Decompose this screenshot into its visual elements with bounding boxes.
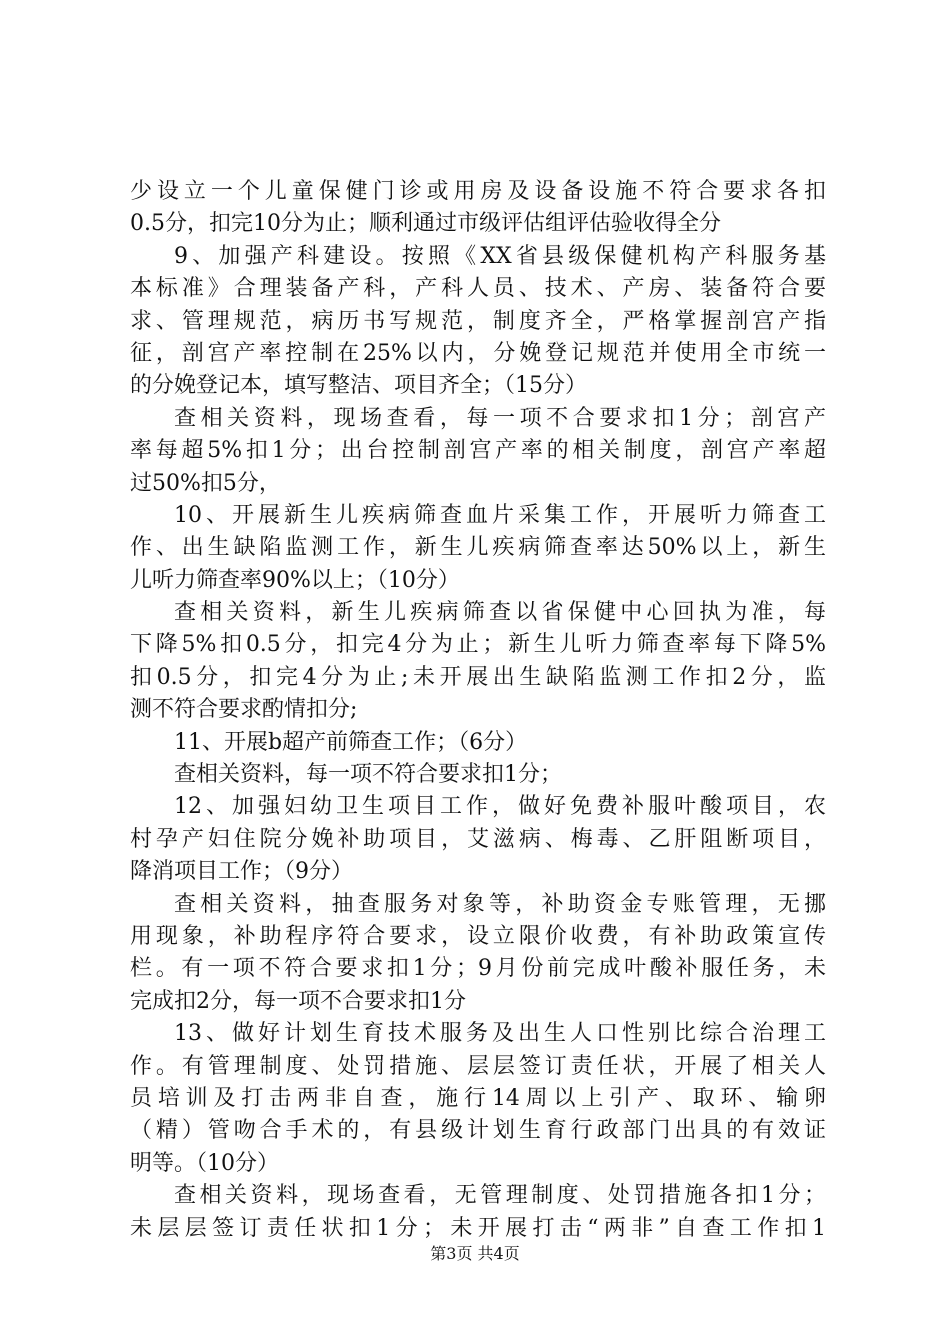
- text-line: 查相关资料，现场查看，每一项不合要求扣1分；剖宫产: [174, 405, 826, 431]
- text-line: 作、出生缺陷监测工作，新生儿疾病筛查率达50%以上，新生: [130, 535, 826, 561]
- text-line: 完成扣2分，每一项不合要求扣1分: [130, 988, 466, 1014]
- text-line: 村孕产妇住院分娩补助项目，艾滋病、梅毒、乙肝阻断项目，: [130, 826, 826, 852]
- text-line: 降消项目工作；（9分）: [130, 859, 353, 885]
- text-line: 未层层签订责任状扣1分；未开展打击“两非”自查工作扣1: [130, 1215, 826, 1241]
- text-line: 测不符合要求酌情扣分;: [130, 697, 358, 723]
- text-line: 过50%扣5分，: [130, 470, 281, 496]
- text-line: 查相关资料，新生儿疾病筛查以省保健中心回执为准，每: [174, 600, 826, 626]
- text-line: 率每超5%扣1分；出台控制剖宫产率的相关制度，剖宫产率超: [130, 438, 826, 464]
- text-line: 求、管理规范，病历书写规范，制度齐全，严格掌握剖宫产指: [130, 308, 826, 334]
- text-line: 查相关资料，每一项不符合要求扣1分；: [174, 762, 562, 788]
- text-line: 征，剖宫产率控制在25%以内，分娩登记规范并使用全市统一: [130, 340, 826, 366]
- text-line: 明等。（10分）: [130, 1150, 279, 1176]
- text-line: 下降5%扣0.5分，扣完4分为止；新生儿听力筛查率每下降5%: [130, 632, 826, 658]
- text-line: 栏。有一项不符合要求扣1分；9月份前完成叶酸补服任务，未: [130, 956, 826, 982]
- text-line: 12、加强妇幼卫生项目工作，做好免费补服叶酸项目，农: [174, 794, 826, 820]
- text-line: 员培训及打击两非自查，施行14周以上引产、取环、输卵: [130, 1085, 826, 1111]
- text-line: 10、开展新生儿疾病筛查血片采集工作，开展听力筛查工: [174, 502, 826, 528]
- text-line: 查相关资料，抽查服务对象等，补助资金专账管理，无挪: [174, 891, 826, 917]
- text-line: 作。有管理制度、处罚措施、层层签订责任状，开展了相关人: [130, 1053, 826, 1079]
- text-line: 用现象，补助程序符合要求，设立限价收费，有补助政策宣传: [130, 923, 826, 949]
- text-line: 本标准》合理装备产科，产科人员、技术、产房、装备符合要: [130, 276, 826, 302]
- page-footer: 第3页 共4页: [430, 1244, 520, 1263]
- text-line: 11、开展b超产前筛查工作；（6分）: [174, 729, 528, 755]
- text-line: （精）管吻合手术的，有县级计划生育行政部门出具的有效证: [130, 1118, 826, 1144]
- text-line: 扣0.5分，扣完4分为止;未开展出生缺陷监测工作扣2分，监: [130, 664, 826, 690]
- text-line: 13、做好计划生育技术服务及出生人口性别比综合治理工: [174, 1021, 826, 1047]
- text-line: 查相关资料，现场查看，无管理制度、处罚措施各扣1分；: [174, 1183, 826, 1209]
- text-line: 的分娩登记本，填写整洁、项目齐全；（15分）: [130, 373, 587, 399]
- text-line: 少设立一个儿童保健门诊或用房及设备设施不符合要求各扣: [130, 179, 826, 204]
- document-body: [130, 176, 826, 1245]
- text-line: 儿听力筛查率90%以上；（10分）: [130, 567, 460, 593]
- text-line: 9、加强产科建设。按照《XX省县级保健机构产科服务基: [174, 243, 826, 269]
- text-line: 0.5分，扣完10分为止；顺利通过市级评估组评估验收得全分: [130, 211, 721, 237]
